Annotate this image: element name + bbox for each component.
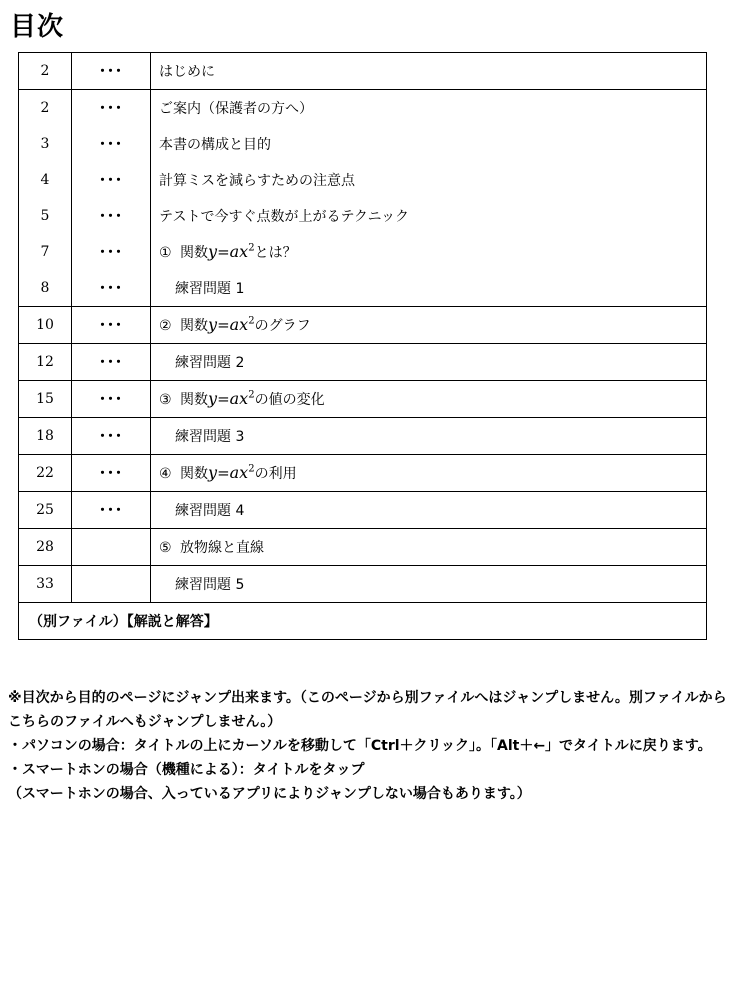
toc-link-introduction[interactable]: はじめに: [151, 53, 707, 90]
toc-link-answers[interactable]: （別ファイル）【解説と解答】: [19, 603, 707, 640]
page-number: 12: [19, 344, 72, 381]
toc-link-mistakes[interactable]: 計算ミスを減らすための注意点: [159, 173, 355, 189]
page-number: 3: [19, 126, 72, 162]
toc-link-chapter-2[interactable]: [151, 307, 707, 344]
toc-row[interactable]: [19, 566, 707, 603]
chapter-suffix: のグラフ: [254, 318, 311, 334]
chapter-number: ①: [159, 245, 172, 261]
page-number: 7: [19, 234, 72, 270]
leader-dots: ･･･: [72, 53, 151, 90]
page-number: 33: [19, 566, 72, 603]
toc-link-techniques[interactable]: テストで今すぐ点数が上がるテクニック: [159, 209, 410, 225]
toc-row[interactable]: [19, 492, 707, 529]
formula: $y=ax^2$: [208, 242, 255, 261]
note-pc: ・パソコンの場合：タイトルの上にカーソルを移動して「Ctrl＋クリック」。「Alt＋←」でタイトルに戻ります。: [8, 738, 712, 754]
leader-dots: ･･･: [72, 126, 151, 162]
leader-dots: [72, 566, 151, 603]
chapter-prefix: 関数: [180, 245, 209, 261]
toc-link-exercise-4[interactable]: 練習問題 4: [151, 492, 707, 529]
chapter-suffix: とは？: [254, 245, 297, 261]
toc-row[interactable]: [19, 90, 707, 127]
toc-row[interactable]: [19, 126, 707, 162]
page-number: 22: [19, 455, 72, 492]
chapter-number: ③: [159, 392, 172, 408]
leader-dots: ･･･: [72, 90, 151, 127]
toc-link-exercise-3[interactable]: 練習問題 3: [151, 418, 707, 455]
toc-row[interactable]: [19, 344, 707, 381]
chapter-prefix: 関数: [180, 318, 209, 334]
toc-row[interactable]: [19, 381, 707, 418]
leader-dots: [72, 529, 151, 566]
toc-link-chapter-1[interactable]: [151, 234, 707, 270]
chapter-prefix: 関数: [180, 392, 209, 408]
page-title: 目次: [10, 12, 65, 42]
leader-dots: ･･･: [72, 307, 151, 344]
toc-row[interactable]: [19, 455, 707, 492]
toc-link-chapter-3[interactable]: [151, 381, 707, 418]
chapter-label: 放物線と直線: [180, 540, 265, 556]
toc-row[interactable]: [19, 307, 707, 344]
leader-dots: ･･･: [72, 344, 151, 381]
toc-link-guide[interactable]: ご案内（保護者の方へ）: [159, 101, 313, 117]
note-smartphone-caveat: （スマートホンの場合、入っているアプリによりジャンプしない場合もあります。）: [8, 786, 531, 802]
formula: $y=ax^2$: [208, 315, 255, 334]
toc-link-structure[interactable]: 本書の構成と目的: [159, 137, 271, 153]
leader-dots: ･･･: [72, 234, 151, 270]
leader-dots: ･･･: [72, 418, 151, 455]
toc-link-chapter-4[interactable]: [151, 455, 707, 492]
toc-row[interactable]: [19, 270, 707, 307]
leader-dots: ･･･: [72, 381, 151, 418]
chapter-number: ④: [159, 466, 172, 482]
toc-row[interactable]: [19, 234, 707, 270]
toc-link-chapter-5[interactable]: [151, 529, 707, 566]
toc-row[interactable]: [19, 198, 707, 234]
table-of-contents: [18, 52, 707, 640]
chapter-suffix: の利用: [254, 466, 297, 482]
leader-dots: ･･･: [72, 198, 151, 234]
page-number: 18: [19, 418, 72, 455]
formula: $y=ax^2$: [208, 463, 255, 482]
leader-dots: ･･･: [72, 455, 151, 492]
leader-dots: ･･･: [72, 492, 151, 529]
note-jump-info: ※目次から目的のページにジャンプ出来ます。（このページから別ファイルへはジャンプしません。別ファイルからこちらのファイルへもジャンプしません。）: [8, 690, 727, 730]
chapter-prefix: 関数: [180, 466, 209, 482]
page-number: 2: [19, 53, 72, 90]
toc-row[interactable]: [19, 529, 707, 566]
page-number: 10: [19, 307, 72, 344]
chapter-suffix: の値の変化: [254, 392, 325, 408]
chapter-number: ⑤: [159, 540, 172, 556]
page-number: 2: [19, 90, 72, 127]
chapter-number: ②: [159, 318, 172, 334]
note-smartphone: ・スマートホンの場合（機種による）：タイトルをタップ: [8, 762, 365, 778]
toc-footer-row[interactable]: [19, 603, 707, 640]
page-number: 25: [19, 492, 72, 529]
page-number: 28: [19, 529, 72, 566]
toc-row[interactable]: [19, 53, 707, 90]
formula: $y=ax^2$: [208, 389, 255, 408]
toc-link-exercise-1[interactable]: 練習問題 1: [151, 270, 707, 307]
toc-link-exercise-2[interactable]: 練習問題 2: [151, 344, 707, 381]
usage-notes: [8, 686, 728, 806]
page-number: 5: [19, 198, 72, 234]
toc-link-exercise-5[interactable]: 練習問題 5: [151, 566, 707, 603]
page-number: 8: [19, 270, 72, 307]
toc-row[interactable]: [19, 418, 707, 455]
page-number: 4: [19, 162, 72, 198]
leader-dots: ･･･: [72, 270, 151, 307]
leader-dots: ･･･: [72, 162, 151, 198]
toc-row[interactable]: [19, 162, 707, 198]
page-number: 15: [19, 381, 72, 418]
